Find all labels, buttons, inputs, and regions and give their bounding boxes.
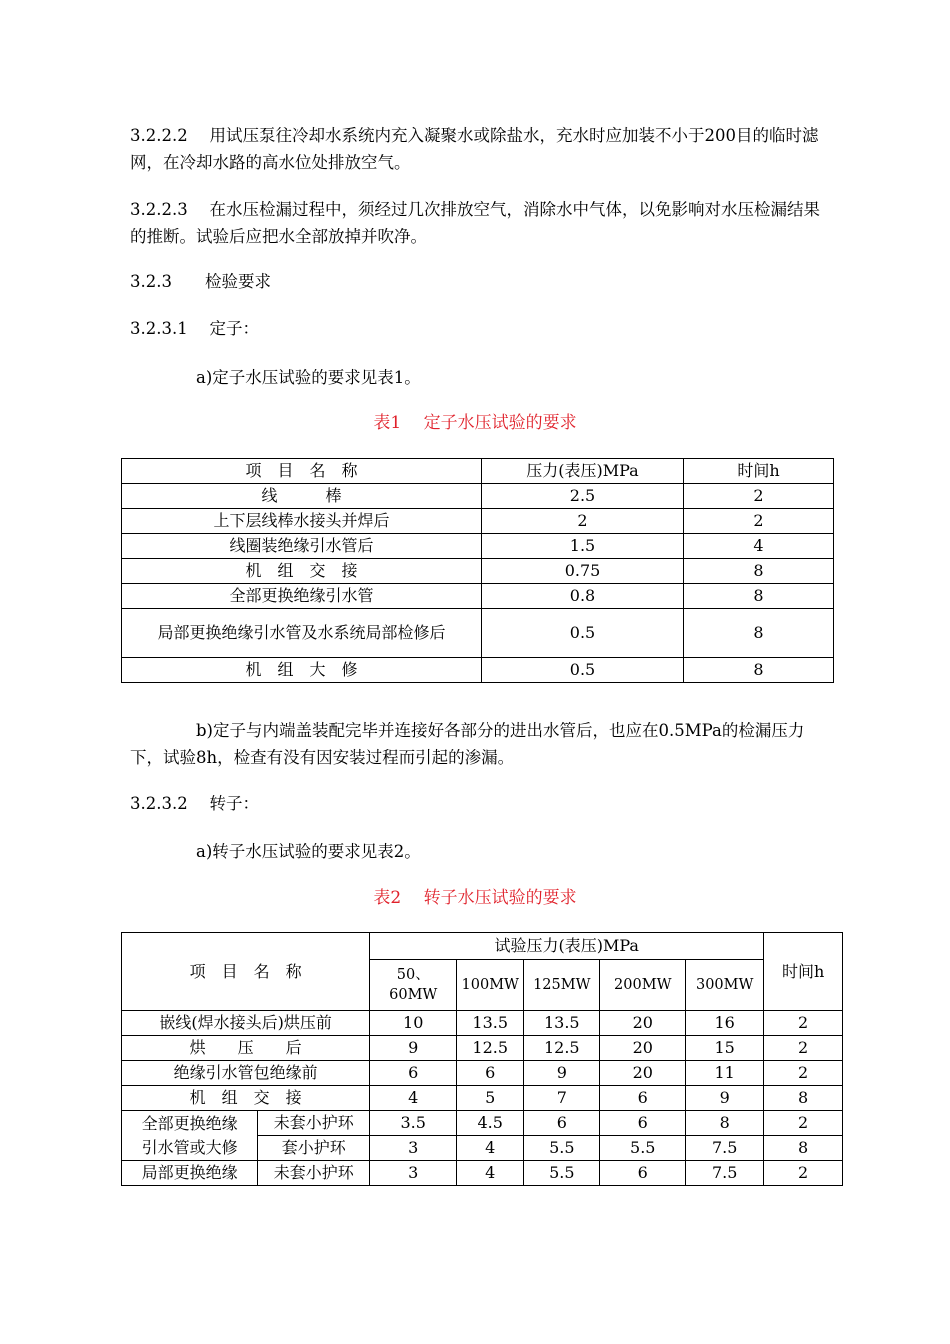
cell-value: 20 [600,1036,686,1061]
cell-value: 6 [524,1111,600,1136]
cell-value: 13.5 [524,1011,600,1036]
table-header-row [122,933,843,960]
row-time: 8 [684,609,834,658]
cell-value: 15 [686,1036,764,1061]
row-name: 烘 压 后 [122,1036,370,1061]
table-row [122,534,834,559]
row-time: 8 [684,559,834,584]
row-name: 机 组 交 接 [122,559,482,584]
header-item-name: 项 目 名 称 [122,933,370,1011]
cell-value: 16 [686,1011,764,1036]
header-item-name: 项 目 名 称 [122,459,482,484]
table-row [122,584,834,609]
cell-value: 10 [370,1011,457,1036]
paragraph-stator-a: a)定子水压试验的要求见表1。 [196,368,421,387]
cell-value: 9 [524,1061,600,1086]
table-row [122,1161,843,1186]
row-pressure: 0.75 [482,559,684,584]
cell-value: 6 [600,1161,686,1186]
table-row [122,559,834,584]
section-heading-3-2-3: 3.2.3 检验要求 [130,272,271,291]
rotor-pressure-table [121,932,843,1186]
row-pressure: 2 [482,509,684,534]
cell-value: 7.5 [686,1161,764,1186]
paragraph-rotor-a: a)转子水压试验的要求见表2。 [196,842,421,861]
cell-time: 8 [764,1136,843,1161]
cell-value: 4.5 [457,1111,524,1136]
cell-value: 6 [600,1086,686,1111]
row-time: 8 [684,658,834,683]
row-name: 线 棒 [122,484,482,509]
cell-time: 2 [764,1161,843,1186]
cell-value: 3 [370,1136,457,1161]
cell-value: 5.5 [524,1161,600,1186]
row-time: 8 [684,584,834,609]
cell-value: 4 [457,1136,524,1161]
row-subname: 未套小护环 [258,1111,370,1136]
row-name: 线圈装绝缘引水管后 [122,534,482,559]
row-subname: 未套小护环 [258,1161,370,1186]
paragraph-3-2-2-3: 3.2.2.3 在水压检漏过程中，须经过几次排放空气，消除水中气体，以免影响对水压检漏结果的推断。试验后应把水全部放掉并吹净。 [130,200,820,246]
group-name-line-2: 引水管或大修 [141,1137,238,1157]
row-name: 全部更换绝缘引水管 [122,584,482,609]
header-pressure: 压力(表压)MPa [482,459,684,484]
table2-caption: 表2 转子水压试验的要求 [373,888,577,908]
table-row [122,1011,843,1036]
row-name: 嵌线(焊水接头后)烘压前 [122,1011,370,1036]
cell-value: 7 [524,1086,600,1111]
mw-100: 100MW [457,960,524,1011]
cell-value: 3 [370,1161,457,1186]
row-name: 机 组 交 接 [122,1086,370,1111]
row-pressure: 0.5 [482,658,684,683]
table-row [122,1036,843,1061]
mw-125: 125MW [524,960,600,1011]
table-row [122,1061,843,1086]
cell-value: 11 [686,1061,764,1086]
row-time: 2 [684,484,834,509]
mw-300: 300MW [686,960,764,1011]
table-header-row [122,459,834,484]
section-heading-3-2-3-2: 3.2.3.2 转子： [130,794,259,813]
cell-time: 2 [764,1061,843,1086]
row-name: 局部更换绝缘引水管及水系统局部检修后 [122,609,482,658]
table-row [122,509,834,534]
cell-value: 6 [370,1061,457,1086]
table-row [122,484,834,509]
paragraph-stator-b: b)定子与内端盖装配完毕并连接好各部分的进出水管后，也应在0.5MPa的检漏压力下，试验8h，检查有没有因安装过程而引起的渗漏。 [130,721,805,767]
row-pressure: 2.5 [482,484,684,509]
cell-value: 12.5 [524,1036,600,1061]
cell-value: 5.5 [600,1136,686,1161]
table-row [122,1086,843,1111]
cell-time: 8 [764,1086,843,1111]
cell-value: 3.5 [370,1111,457,1136]
header-time: 时间h [684,459,834,484]
group-name-partial-replace: 局部更换绝缘 [122,1161,258,1186]
header-time: 时间h [764,933,843,1011]
cell-value: 5.5 [524,1136,600,1161]
table-row [122,1111,843,1136]
cell-value: 9 [686,1086,764,1111]
section-heading-3-2-3-1: 3.2.3.1 定子： [130,319,259,338]
row-name: 上下层线棒水接头并焊后 [122,509,482,534]
cell-time: 2 [764,1036,843,1061]
cell-value: 6 [457,1061,524,1086]
cell-value: 4 [457,1161,524,1186]
mw-200: 200MW [600,960,686,1011]
table-row [122,609,834,658]
row-pressure: 0.5 [482,609,684,658]
cell-value: 5 [457,1086,524,1111]
row-subname: 套小护环 [258,1136,370,1161]
cell-value: 4 [370,1086,457,1111]
row-time: 4 [684,534,834,559]
row-name: 机 组 大 修 [122,658,482,683]
group-name-full-replace [122,1111,258,1161]
cell-value: 20 [600,1011,686,1036]
cell-time: 2 [764,1011,843,1036]
cell-value: 9 [370,1036,457,1061]
cell-value: 13.5 [457,1011,524,1036]
paragraph-3-2-2-2: 3.2.2.2 用试压泵往冷却水系统内充入凝聚水或除盐水，充水时应加装不小于200目的临时滤网，在冷却水路的高水位处排放空气。 [130,126,819,172]
table1-caption: 表1 定子水压试验的要求 [373,413,577,433]
table-row [122,658,834,683]
cell-time: 2 [764,1111,843,1136]
group-name-line-1: 全部更换绝缘 [141,1113,238,1133]
cell-value: 20 [600,1061,686,1086]
row-name: 绝缘引水管包绝缘前 [122,1061,370,1086]
cell-value: 6 [600,1111,686,1136]
row-pressure: 0.8 [482,584,684,609]
cell-value: 12.5 [457,1036,524,1061]
mw-50-60: 50、60MW [370,960,457,1011]
row-pressure: 1.5 [482,534,684,559]
cell-value: 8 [686,1111,764,1136]
row-time: 2 [684,509,834,534]
stator-pressure-table [121,458,834,683]
cell-value: 7.5 [686,1136,764,1161]
header-pressure: 试验压力(表压)MPa [370,933,764,960]
